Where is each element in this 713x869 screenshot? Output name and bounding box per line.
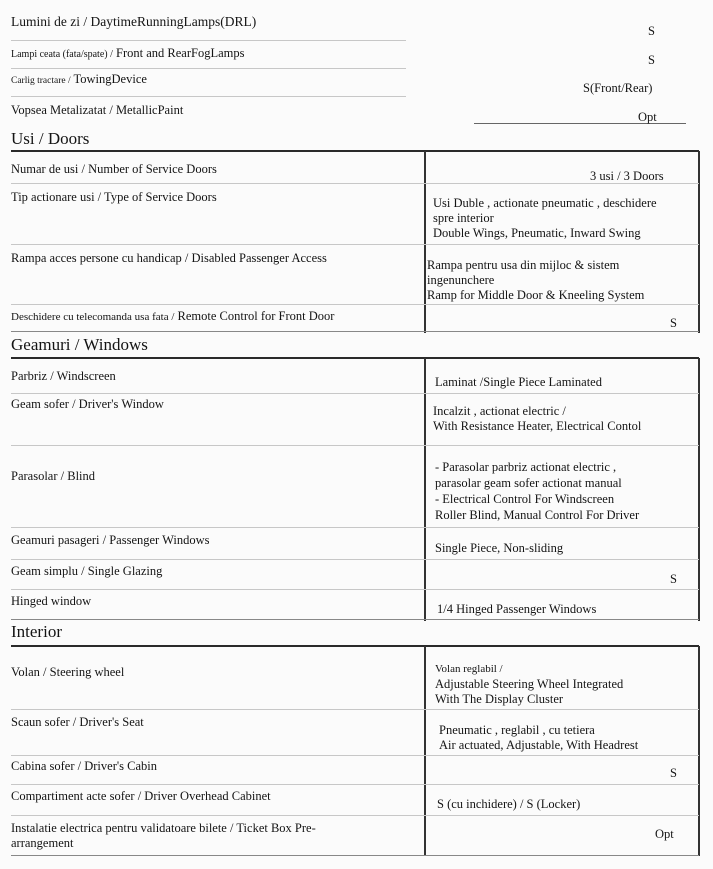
table-border-left [424, 646, 426, 856]
row-divider [11, 331, 699, 332]
row-label-single-glazing: Geam simplu / Single Glazing [11, 564, 163, 578]
value-line: Roller Blind, Manual Control For Driver [435, 508, 640, 522]
value-line: - Parasolar parbriz actionat electric , [435, 460, 617, 474]
row-value-remote-door: S [670, 316, 677, 330]
row-label-fog-lamps-ro: Lampi ceata (fata/spate) / [11, 49, 113, 60]
row-label-driver-window: Geam sofer / Driver's Window [11, 397, 164, 411]
row-value-driver-seat [439, 723, 638, 753]
row-divider [11, 784, 699, 785]
row-value-driver-window [433, 404, 641, 434]
row-divider [11, 393, 699, 394]
table-border-left [424, 358, 426, 621]
row-divider [11, 589, 699, 590]
row-label-disabled-access: Rampa acces persone cu handicap / Disabled Passenger Access [11, 251, 327, 265]
section-title-interior: Interior [11, 622, 62, 641]
row-value-door-count: 3 usi / 3 Doors [590, 169, 664, 183]
value-line: Incalzit , actionat electric / [433, 404, 566, 418]
value-line: parasolar geam sofer actionat manual [435, 476, 622, 490]
row-divider [11, 445, 699, 446]
row-value-hinged-window: 1/4 Hinged Passenger Windows [437, 602, 597, 616]
row-value-steering-wheel [435, 662, 623, 707]
value-line: Pneumatic , reglabil , cu tetiera [439, 723, 595, 737]
section-rule [11, 645, 699, 647]
row-divider [11, 304, 699, 305]
row-value-single-glazing: S [670, 572, 677, 586]
row-value-windscreen: Laminat /Single Piece Laminated [435, 375, 602, 389]
row-value-overhead-cabinet: S (cu inchidere) / S (Locker) [437, 797, 581, 811]
row-divider [11, 527, 699, 528]
row-label-ticket-box [11, 821, 316, 851]
row-label-drl: Lumini de zi / DaytimeRunningLamps(DRL) [11, 14, 257, 29]
row-label-steering-wheel: Volan / Steering wheel [11, 665, 125, 679]
row-label-driver-seat: Scaun sofer / Driver's Seat [11, 715, 144, 729]
row-value-drl: S [648, 24, 655, 38]
label-line: Instalatie electrica pentru validatoare bilete / Ticket Box Pre- [11, 821, 316, 835]
row-value-disabled-access [427, 258, 644, 303]
section-title-doors: Usi / Doors [11, 129, 90, 148]
row-label-towing [11, 72, 147, 87]
table-border-right [698, 151, 700, 333]
table-border-left [424, 151, 426, 333]
row-label-overhead-cabinet: Compartiment acte sofer / Driver Overhead Cabinet [11, 789, 271, 803]
row-value-metallic-paint: Opt [638, 110, 657, 124]
row-divider [11, 855, 699, 856]
row-value-towing: S(Front/Rear) [583, 81, 653, 95]
row-label-remote-door-en: Remote Control for Front Door [177, 309, 335, 323]
row-divider [11, 815, 699, 816]
row-label-passenger-windows: Geamuri pasageri / Passenger Windows [11, 533, 210, 547]
row-label-towing-en: TowingDevice [73, 72, 147, 86]
value-line: Adjustable Steering Wheel Integrated [435, 677, 624, 691]
row-label-remote-door [11, 309, 334, 324]
label-line: arrangement [11, 836, 74, 850]
value-line: With Resistance Heater, Electrical Contol [433, 419, 642, 433]
row-divider [11, 709, 699, 710]
row-divider [11, 619, 699, 620]
value-line: ingenunchere [427, 273, 495, 287]
value-line: Volan reglabil / [435, 663, 503, 675]
row-label-metallic-paint: Vopsea Metalizatat / MetallicPaint [11, 103, 184, 117]
row-label-door-count: Numar de usi / Number of Service Doors [11, 162, 217, 176]
row-value-ticket-box: Opt [655, 827, 674, 841]
row-label-door-type: Tip actionare usi / Type of Service Doors [11, 190, 217, 204]
row-value-door-type [433, 196, 657, 241]
row-divider [11, 183, 699, 184]
row-label-fog-lamps [11, 46, 244, 61]
row-label-towing-ro: Carlig tractare / [11, 76, 71, 86]
row-value-fog-lamps: S [648, 53, 655, 67]
table-border-right [698, 646, 700, 856]
section-rule [11, 150, 699, 152]
row-label-hinged-window: Hinged window [11, 594, 92, 608]
section-rule [11, 357, 699, 359]
table-border-right [698, 358, 700, 621]
row-value-driver-cabin: S [670, 766, 677, 780]
value-line: - Electrical Control For Windscreen [435, 492, 615, 506]
value-line: Ramp for Middle Door & Kneeling System [427, 288, 645, 302]
row-divider [11, 68, 406, 69]
row-value-passenger-windows: Single Piece, Non-sliding [435, 541, 564, 555]
value-line: Usi Duble , actionate pneumatic , deschidere [433, 196, 657, 210]
value-line: Rampa pentru usa din mijloc & sistem [427, 258, 620, 272]
value-line: With The Display Cluster [435, 692, 564, 706]
value-line: Air actuated, Adjustable, With Headrest [439, 738, 639, 752]
row-label-driver-cabin: Cabina sofer / Driver's Cabin [11, 759, 157, 773]
row-label-fog-lamps-en: Front and RearFogLamps [116, 46, 245, 60]
row-divider [11, 96, 406, 97]
row-label-remote-door-ro: Deschidere cu telecomanda usa fata / [11, 311, 175, 323]
row-divider [11, 244, 699, 245]
row-divider [11, 40, 406, 41]
row-value-blind [435, 459, 639, 523]
row-divider [11, 559, 699, 560]
value-line: spre interior [433, 211, 494, 225]
section-title-windows: Geamuri / Windows [11, 335, 148, 354]
value-line: Double Wings, Pneumatic, Inward Swing [433, 226, 641, 240]
row-divider [11, 755, 699, 756]
row-label-windscreen: Parbriz / Windscreen [11, 369, 116, 383]
row-label-blind: Parasolar / Blind [11, 469, 96, 483]
